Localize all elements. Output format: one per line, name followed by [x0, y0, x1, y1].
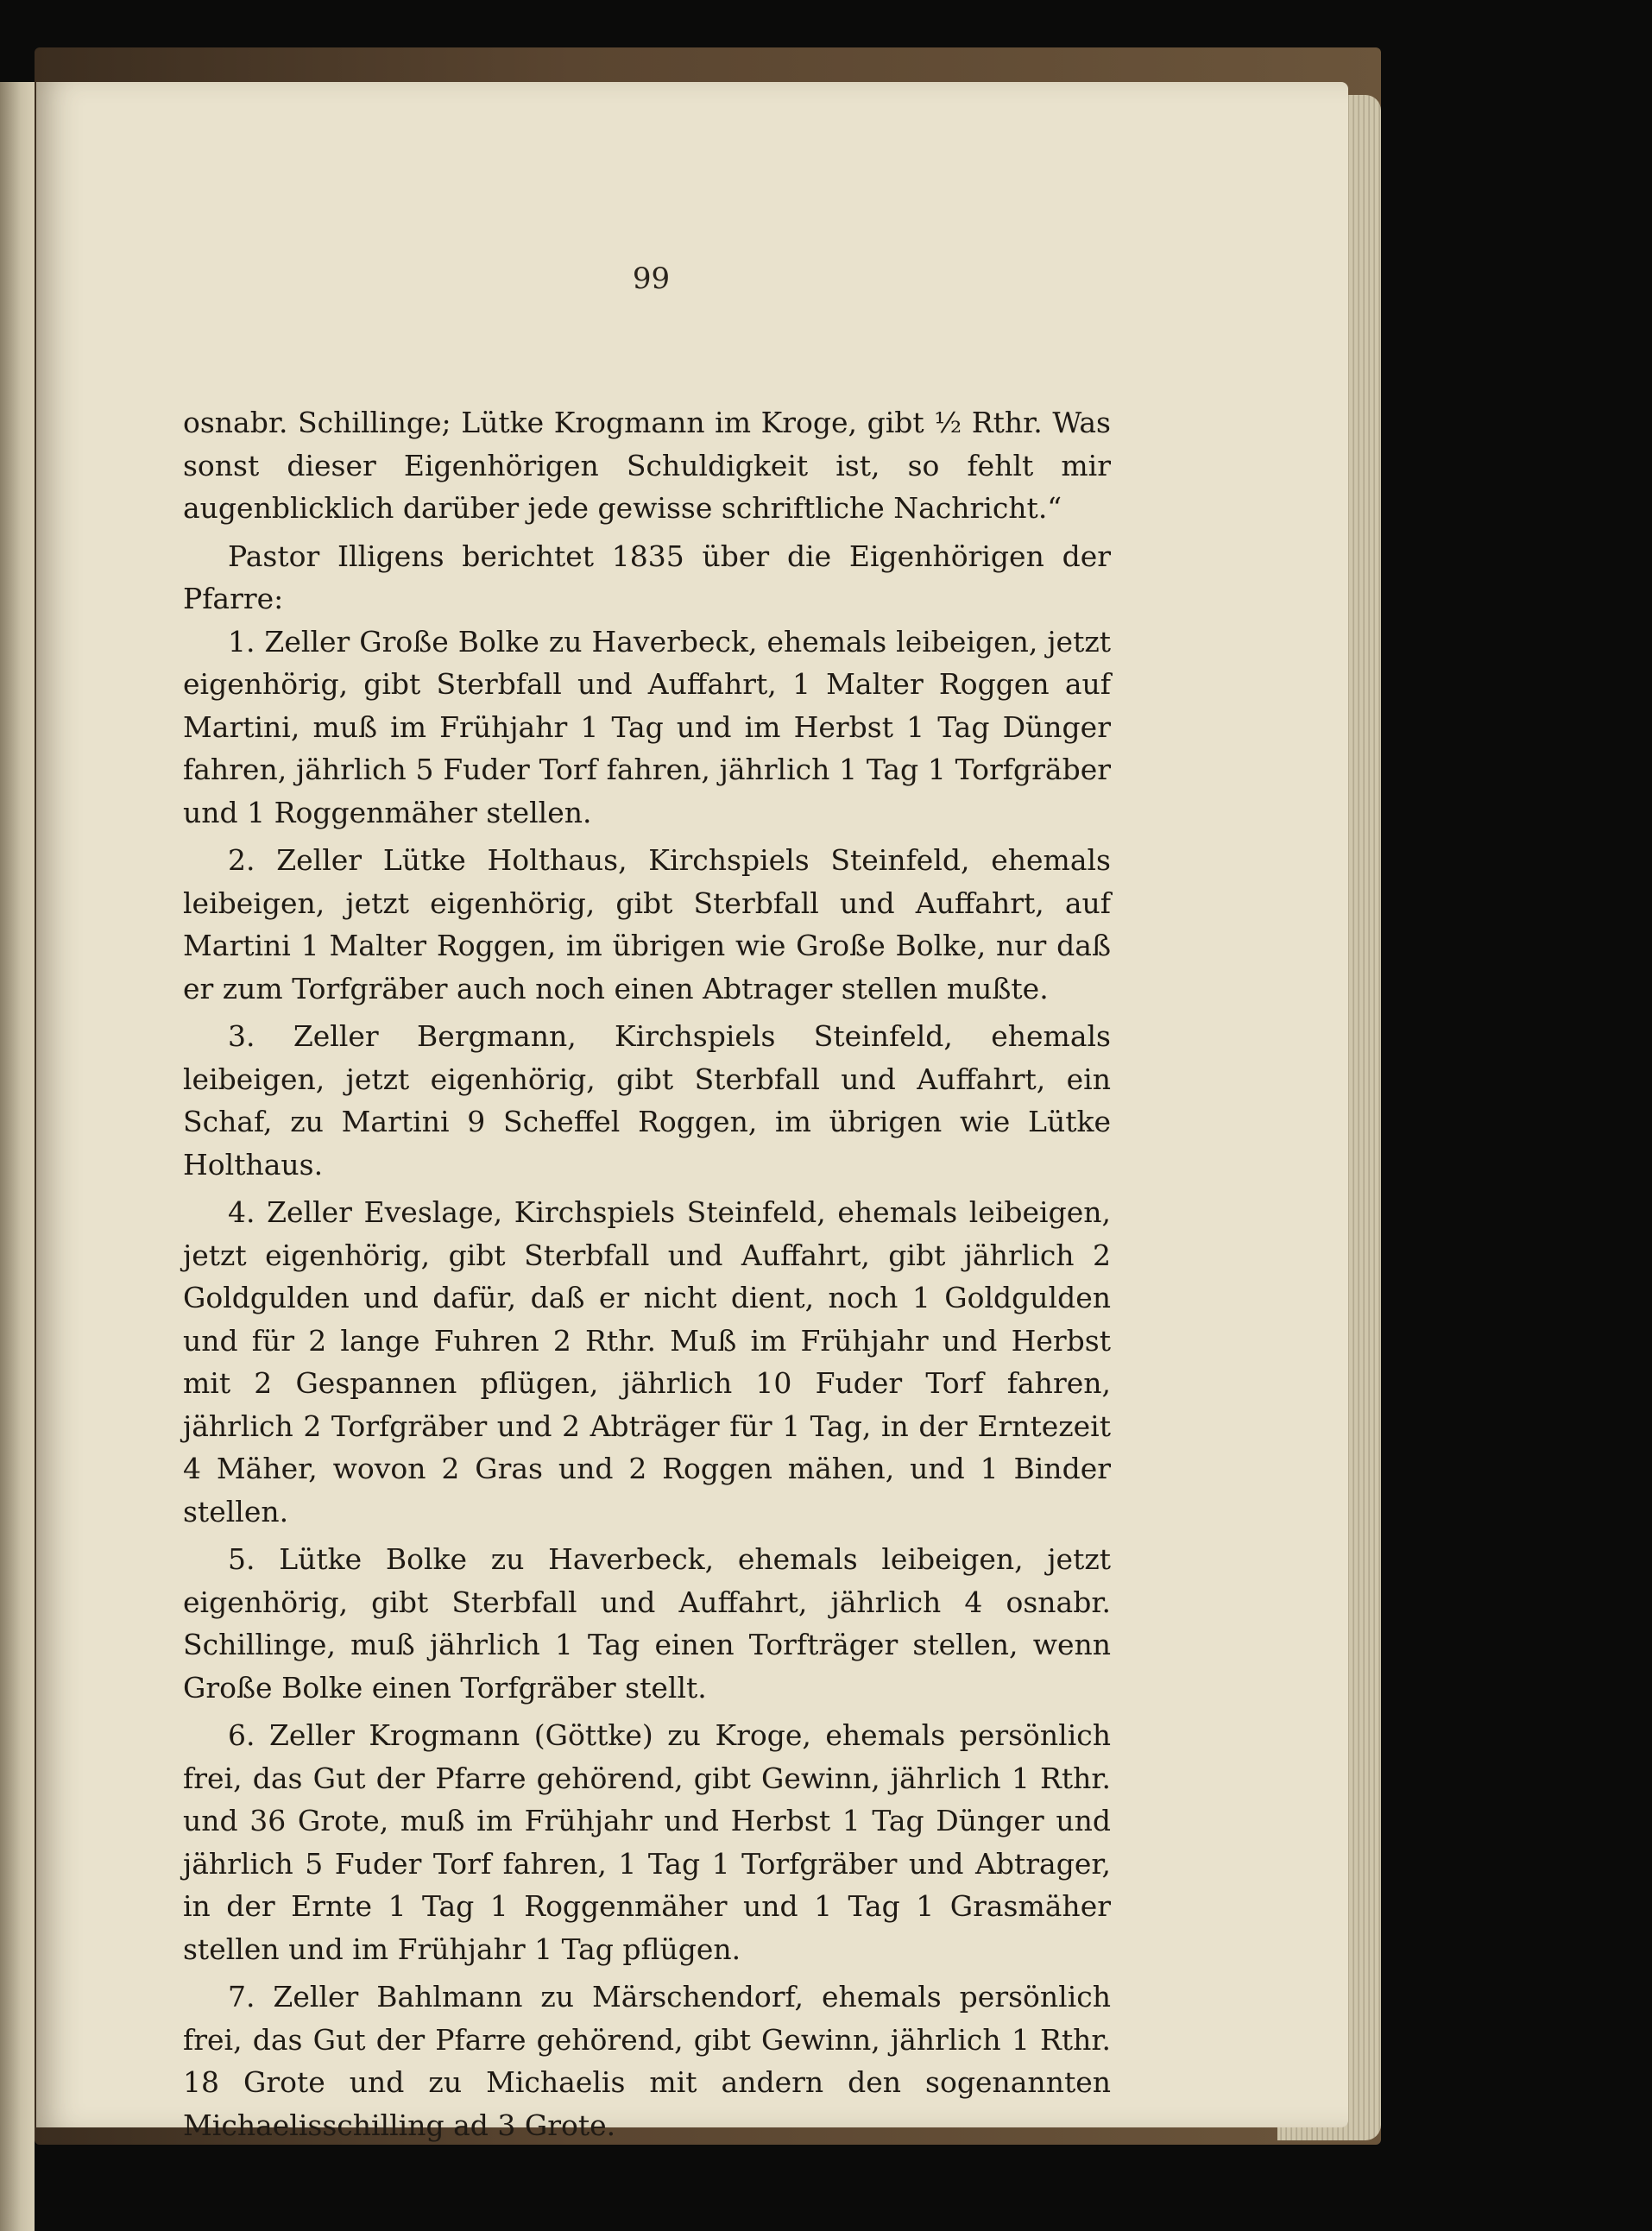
- page-text: [183, 401, 1111, 2146]
- paragraph-item-4: 4. Zeller Eveslage, Kirchspiels Steinfeld, ehemals leibeigen, jetzt eigenhörig, gibt Sterbfall und Auffahrt, gibt jährlich 2 Goldgulden und dafür, daß er nicht dient, noch 1 Goldgulden und für 2 lange Fuhren 2 Rthr. Muß im Frühjahr und Herbst mit 2 Gespannen pflügen, jährlich 10 Fuder Torf fahren, jährlich 2 Torfgräber und 2 Abträger für 1 Tag, in der Erntezeit 4 Mäher, wovon 2 Gras und 2 Roggen mähen, und 1 Binder stellen.: [183, 1195, 1111, 1528]
- paragraph-item-3: 3. Zeller Bergmann, Kirchspiels Steinfeld, ehemals leibeigen, jetzt eigenhörig, gibt Sterbfall und Auffahrt, ein Schaf, zu Martini 9 Scheffel Roggen, im übrigen wie Lütke Holthaus.: [183, 1019, 1111, 1182]
- left-page-edge: [0, 82, 35, 2231]
- page-number: 99: [632, 262, 671, 296]
- paragraph-item-6: 6. Zeller Krogmann (Göttke) zu Kroge, ehemals persönlich frei, das Gut der Pfarre gehörend, gibt Gewinn, jährlich 1 Rthr. und 36 Grote, muß im Frühjahr und Herbst 1 Tag Dünger und jährlich 5 Fuder Torf fahren, 1 Tag 1 Torfgräber und Abtrager, in der Ernte 1 Tag 1 Roggenmäher und 1 Tag 1 Grasmäher stellen und im Frühjahr 1 Tag pflügen.: [183, 1718, 1111, 1966]
- paragraph-continuation: osnabr. Schillinge; Lütke Krogmann im Kroge, gibt ½ Rthr. Was sonst dieser Eigenhörigen Schuldigkeit ist, so fehlt mir augenblicklich darüber jede gewisse schriftliche Nachricht.“: [183, 406, 1111, 525]
- paragraph-item-2: 2. Zeller Lütke Holthaus, Kirchspiels Steinfeld, ehemals leibeigen, jetzt eigenhörig, gibt Sterbfall und Auffahrt, auf Martini 1 Malter Roggen, im übrigen wie Große Bolke, nur daß er zum Torfgräber auch noch einen Abtrager stellen mußte.: [183, 843, 1111, 1005]
- paragraph-item-1: 1. Zeller Große Bolke zu Haverbeck, ehemals leibeigen, jetzt eigenhörig, gibt Sterbfall und Auffahrt, 1 Malter Roggen auf Martini, muß im Frühjahr 1 Tag und im Herbst 1 Tag Dünger fahren, jährlich 5 Fuder Torf fahren, jährlich 1 Tag 1 Torfgräber und 1 Roggenmäher stellen.: [183, 624, 1111, 829]
- book-page: [36, 82, 1348, 2142]
- paragraph-item-7: 7. Zeller Bahlmann zu Märschendorf, ehemals persönlich frei, das Gut der Pfarre gehörend, gibt Gewinn, jährlich 1 Rthr. 18 Grote und zu Michaelis mit andern den sogenannten Michaelisschilling ad 3 Grote.: [183, 1980, 1111, 2142]
- paragraph-item-5: 5. Lütke Bolke zu Haverbeck, ehemals leibeigen, jetzt eigenhörig, gibt Sterbfall und Auffahrt, jährlich 4 osnabr. Schillinge, muß jährlich 1 Tag einen Torfträger stellen, wenn Große Bolke einen Torfgräber stellt.: [183, 1542, 1111, 1705]
- paragraph-intro: Pastor Illigens berichtet 1835 über die Eigenhörigen der Pfarre:: [183, 539, 1111, 615]
